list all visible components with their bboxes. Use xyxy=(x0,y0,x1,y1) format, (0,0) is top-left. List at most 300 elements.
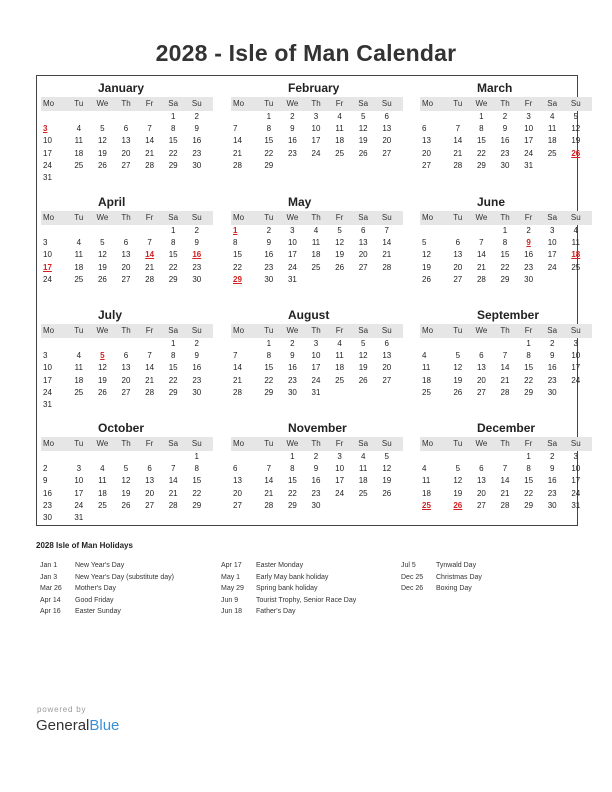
day-cell: 26 xyxy=(97,274,107,284)
day-cell xyxy=(470,338,494,350)
day-cell: 9 xyxy=(290,351,295,361)
week-row xyxy=(41,274,213,286)
day-cell: 21 xyxy=(453,148,463,158)
brand-logo[interactable] xyxy=(36,717,119,734)
day-cell: 6 xyxy=(147,464,152,474)
day-cell: 7 xyxy=(147,124,152,134)
holiday-row xyxy=(221,606,391,618)
day-cell: 14 xyxy=(145,363,155,373)
week-row xyxy=(231,225,403,237)
day-cell: 9 xyxy=(290,124,295,134)
day-cell: 19 xyxy=(335,250,345,260)
week-row xyxy=(420,362,592,374)
day-cell xyxy=(138,399,162,411)
day-cell: 5 xyxy=(422,238,427,248)
day-cell: 2 xyxy=(194,226,199,235)
day-cell xyxy=(446,225,470,237)
day-cell: 21 xyxy=(233,375,242,385)
weekday-label: Tu xyxy=(74,99,84,108)
day-cell xyxy=(91,172,115,184)
week-row xyxy=(420,500,592,512)
day-cell: 2 xyxy=(290,339,295,348)
day-cell xyxy=(67,172,91,184)
month-name: February xyxy=(288,81,340,95)
day-cell: 26 xyxy=(422,274,431,284)
day-cell: 27 xyxy=(145,500,155,510)
day-cell: 14 xyxy=(145,136,155,146)
day-cell: 9 xyxy=(194,238,199,248)
day-cell: 5 xyxy=(337,226,342,235)
month-name: July xyxy=(98,308,123,322)
day-cell: 16 xyxy=(287,363,297,373)
holiday-day: 14 xyxy=(145,250,155,260)
day-cell: 18 xyxy=(335,136,345,146)
day-cell: 27 xyxy=(382,375,392,385)
day-cell: 17 xyxy=(571,363,581,373)
weekday-label: We xyxy=(96,326,109,335)
weekday-label: Tu xyxy=(453,326,463,335)
weekday-header xyxy=(231,437,403,451)
day-cell xyxy=(67,338,91,350)
holiday-date: May 29 xyxy=(221,585,244,592)
day-cell: 15 xyxy=(192,476,202,486)
day-cell: 24 xyxy=(311,375,321,385)
weekday-label: We xyxy=(286,213,299,222)
day-cell: 3 xyxy=(526,112,531,121)
week-row xyxy=(420,123,592,135)
day-cell xyxy=(446,111,470,123)
day-cell: 31 xyxy=(74,512,84,522)
day-cell: 10 xyxy=(287,238,297,248)
day-cell: 15 xyxy=(264,363,274,373)
week-row xyxy=(231,160,403,172)
day-cell xyxy=(91,512,115,524)
day-cell: 1 xyxy=(290,452,295,461)
holiday-name: New Year's Day xyxy=(75,562,125,569)
weekday-label: Mo xyxy=(43,99,55,108)
day-cell: 21 xyxy=(145,262,155,272)
month-block xyxy=(231,420,403,512)
day-cell: 23 xyxy=(500,148,510,158)
day-cell: 28 xyxy=(476,274,486,284)
holiday-day: 1 xyxy=(233,226,238,235)
day-cell: 30 xyxy=(287,387,297,397)
day-cell: 7 xyxy=(147,238,152,248)
day-cell xyxy=(328,274,352,286)
holiday-row xyxy=(40,572,210,584)
weekday-label: Th xyxy=(311,213,321,222)
day-cell xyxy=(185,172,209,184)
day-cell: 3 xyxy=(76,464,82,474)
day-cell xyxy=(420,338,446,350)
weekday-label: Th xyxy=(121,326,131,335)
week-row xyxy=(41,475,213,487)
weekday-label: Fr xyxy=(145,439,154,448)
day-cell: 20 xyxy=(382,136,392,146)
day-cell: 24 xyxy=(43,274,52,284)
day-cell: 10 xyxy=(571,351,581,361)
month-block xyxy=(231,80,403,172)
day-cell: 19 xyxy=(358,136,368,146)
day-cell xyxy=(281,160,305,172)
weekday-label: Mo xyxy=(233,213,245,222)
month-name: January xyxy=(98,81,145,95)
day-cell: 23 xyxy=(192,148,202,158)
day-cell: 8 xyxy=(290,464,295,474)
day-cell: 20 xyxy=(382,363,392,373)
day-cell: 22 xyxy=(264,148,274,158)
week-row xyxy=(231,148,403,160)
day-cell: 4 xyxy=(337,339,342,348)
day-cell: 17 xyxy=(524,136,534,146)
week-row xyxy=(41,399,213,411)
day-cell: 15 xyxy=(168,136,178,146)
day-cell: 20 xyxy=(121,148,131,158)
day-cell: 17 xyxy=(287,250,297,260)
weekday-label: Fr xyxy=(335,99,344,108)
holiday-date: Apr 14 xyxy=(40,596,61,604)
weekday-header xyxy=(420,97,592,111)
month-block xyxy=(231,194,403,286)
day-cell: 25 xyxy=(335,148,345,158)
month-name: October xyxy=(98,421,145,435)
day-cell: 2 xyxy=(313,452,319,461)
day-cell xyxy=(185,399,209,411)
weekday-header xyxy=(41,324,213,338)
day-cell: 14 xyxy=(168,476,178,486)
holiday-row xyxy=(40,583,210,595)
week-row xyxy=(41,488,213,500)
day-cell: 15 xyxy=(233,250,242,260)
calendar-grid xyxy=(36,75,581,526)
day-cell: 12 xyxy=(121,476,131,486)
day-cell: 28 xyxy=(233,160,242,170)
holiday-row xyxy=(401,583,571,595)
day-cell: 28 xyxy=(264,500,274,510)
day-cell: 4 xyxy=(360,452,366,461)
day-cell: 19 xyxy=(358,363,368,373)
day-cell: 21 xyxy=(168,488,178,498)
day-cell: 14 xyxy=(233,363,242,373)
weekday-header xyxy=(231,211,403,225)
day-cell xyxy=(41,225,67,237)
day-cell: 25 xyxy=(74,160,84,170)
day-cell: 13 xyxy=(121,363,131,373)
day-cell: 28 xyxy=(453,160,463,170)
day-cell: 26 xyxy=(358,375,368,385)
day-cell: 3 xyxy=(313,339,319,348)
day-cell xyxy=(493,338,517,350)
week-row xyxy=(231,500,403,512)
week-row xyxy=(41,463,213,475)
day-cell: 30 xyxy=(547,387,557,397)
holiday-row xyxy=(221,595,391,607)
day-cell: 29 xyxy=(500,274,510,284)
day-cell: 25 xyxy=(335,375,345,385)
weekday-label: Tu xyxy=(74,213,84,222)
day-cell: 22 xyxy=(524,375,534,385)
day-cell: 11 xyxy=(335,124,344,134)
day-cell: 4 xyxy=(337,112,342,121)
day-cell: 11 xyxy=(74,136,83,146)
week-row xyxy=(231,123,403,135)
weekday-label: Tu xyxy=(453,99,463,108)
weekday-label: Su xyxy=(570,439,581,448)
day-cell: 5 xyxy=(100,238,105,248)
powered-by-label: powered by xyxy=(37,705,87,714)
brand-part-general: General xyxy=(36,717,90,734)
holidays-title: 2028 Isle of Man Holidays xyxy=(36,541,133,550)
day-cell: 14 xyxy=(500,363,510,373)
weekday-label: Sa xyxy=(358,99,369,108)
day-cell: 20 xyxy=(453,262,463,272)
day-cell: 10 xyxy=(74,476,84,486)
day-cell: 6 xyxy=(422,124,427,134)
day-cell: 13 xyxy=(382,124,392,134)
weekday-label: Mo xyxy=(43,326,55,335)
week-row xyxy=(231,338,403,350)
holiday-date: Jun 18 xyxy=(221,608,243,615)
holiday-name: Christmas Day xyxy=(436,573,482,581)
month-name: June xyxy=(477,195,506,209)
day-cell: 10 xyxy=(43,250,52,260)
week-row xyxy=(41,225,213,237)
day-cell: 22 xyxy=(287,488,297,498)
month-block xyxy=(420,194,592,286)
brand-part-blue: Blue xyxy=(89,717,120,734)
day-cell: 11 xyxy=(359,464,368,474)
day-cell: 4 xyxy=(76,238,82,248)
day-cell: 10 xyxy=(311,351,321,361)
weekday-label: Fr xyxy=(335,439,344,448)
day-cell: 16 xyxy=(500,136,510,146)
day-cell: 19 xyxy=(422,262,431,272)
day-cell: 16 xyxy=(192,363,202,373)
day-cell: 13 xyxy=(233,476,242,486)
day-cell: 4 xyxy=(76,351,82,361)
weekday-label: Th xyxy=(311,439,321,448)
day-cell: 8 xyxy=(526,351,531,361)
day-cell: 29 xyxy=(524,500,534,510)
day-cell: 27 xyxy=(476,500,486,510)
day-cell: 9 xyxy=(43,476,48,486)
day-cell: 22 xyxy=(233,262,242,272)
week-row xyxy=(420,274,592,286)
day-cell: 15 xyxy=(500,250,510,260)
day-cell: 14 xyxy=(453,136,463,146)
day-cell xyxy=(420,451,446,463)
day-cell: 6 xyxy=(384,112,389,121)
day-cell: 9 xyxy=(549,351,555,361)
weekday-label: Mo xyxy=(422,326,434,335)
day-cell: 7 xyxy=(147,351,152,361)
day-cell: 20 xyxy=(121,262,131,272)
day-cell xyxy=(493,451,517,463)
day-cell: 15 xyxy=(524,476,534,486)
weekday-label: Th xyxy=(121,99,131,108)
day-cell xyxy=(114,172,138,184)
day-cell: 4 xyxy=(100,464,105,474)
holiday-row xyxy=(401,560,571,572)
week-row xyxy=(41,387,213,399)
month-block xyxy=(420,307,592,399)
weekday-label: Sa xyxy=(168,326,179,335)
day-cell: 15 xyxy=(287,476,297,486)
week-row xyxy=(420,237,592,249)
holiday-name: Easter Sunday xyxy=(75,608,121,615)
week-row xyxy=(41,135,213,147)
weekday-label: We xyxy=(96,99,109,108)
day-cell: 21 xyxy=(233,148,242,158)
day-cell xyxy=(138,225,162,237)
day-cell: 4 xyxy=(549,112,555,121)
weekday-label: Th xyxy=(500,439,510,448)
day-cell: 21 xyxy=(476,262,486,272)
weekday-label: Tu xyxy=(264,439,274,448)
holiday-day: 25 xyxy=(422,500,431,510)
day-cell: 15 xyxy=(524,363,534,373)
day-cell: 20 xyxy=(422,148,431,158)
weekday-label: Fr xyxy=(524,326,533,335)
day-cell: 17 xyxy=(571,476,581,486)
day-cell: 7 xyxy=(479,238,484,248)
day-cell xyxy=(41,451,67,463)
day-cell xyxy=(351,274,375,286)
holiday-row xyxy=(401,572,571,584)
day-cell: 27 xyxy=(121,387,131,397)
day-cell xyxy=(161,512,185,524)
week-row xyxy=(231,350,403,362)
holiday-date: Apr 16 xyxy=(40,608,61,615)
holiday-date: May 1 xyxy=(221,573,241,581)
weekday-label: Su xyxy=(381,439,392,448)
week-row xyxy=(41,500,213,512)
month-block xyxy=(41,80,213,184)
day-cell: 1 xyxy=(266,112,272,121)
day-cell: 25 xyxy=(311,262,321,272)
day-cell: 3 xyxy=(290,226,295,235)
day-cell: 18 xyxy=(311,250,321,260)
day-cell: 19 xyxy=(121,488,131,498)
week-row xyxy=(420,148,592,160)
week-row xyxy=(420,387,592,399)
day-cell xyxy=(138,111,162,123)
weekday-label: Th xyxy=(311,99,321,108)
day-cell: 9 xyxy=(266,238,272,248)
day-cell: 5 xyxy=(360,112,366,121)
month-name: September xyxy=(477,308,540,322)
day-cell: 17 xyxy=(335,476,345,486)
day-cell: 2 xyxy=(290,112,295,121)
weekday-label: Tu xyxy=(264,99,274,108)
week-row xyxy=(420,488,592,500)
week-row xyxy=(41,512,213,524)
day-cell: 18 xyxy=(422,375,431,385)
weekday-header xyxy=(420,211,592,225)
day-cell: 11 xyxy=(98,476,107,486)
day-cell: 18 xyxy=(358,476,368,486)
weekday-label: Sa xyxy=(168,99,179,108)
day-cell xyxy=(257,451,281,463)
day-cell: 20 xyxy=(358,250,368,260)
day-cell: 7 xyxy=(266,464,272,474)
weekday-label: Su xyxy=(191,99,202,108)
weekday-label: Th xyxy=(121,213,131,222)
day-cell xyxy=(446,451,470,463)
day-cell: 11 xyxy=(311,238,321,248)
day-cell: 14 xyxy=(382,238,392,248)
day-cell: 12 xyxy=(335,238,345,248)
day-cell xyxy=(375,274,399,286)
day-cell: 28 xyxy=(382,262,392,272)
week-row xyxy=(41,362,213,374)
day-cell: 26 xyxy=(121,500,131,510)
day-cell: 28 xyxy=(233,387,242,397)
weekday-label: Sa xyxy=(168,213,179,222)
day-cell: 10 xyxy=(335,464,345,474)
day-cell: 31 xyxy=(311,387,321,397)
day-cell: 26 xyxy=(335,262,345,272)
day-cell: 17 xyxy=(311,363,321,373)
day-cell: 21 xyxy=(145,148,155,158)
day-cell: 25 xyxy=(358,488,368,498)
day-cell xyxy=(231,451,257,463)
day-cell xyxy=(420,225,446,237)
week-row xyxy=(420,350,592,362)
day-cell xyxy=(114,399,138,411)
weekday-header xyxy=(41,97,213,111)
day-cell: 28 xyxy=(500,387,510,397)
holiday-name: Good Friday xyxy=(75,596,114,604)
week-row xyxy=(231,475,403,487)
holiday-date: Dec 26 xyxy=(401,585,424,592)
day-cell: 13 xyxy=(382,351,392,361)
day-cell: 22 xyxy=(524,488,534,498)
day-cell: 8 xyxy=(233,238,238,248)
weekday-label: Tu xyxy=(264,213,274,222)
day-cell: 25 xyxy=(571,262,581,272)
holiday-day: 17 xyxy=(43,262,52,272)
holiday-date: Jun 9 xyxy=(221,596,239,604)
month-block xyxy=(41,420,213,524)
day-cell: 27 xyxy=(453,274,463,284)
weekday-header xyxy=(231,324,403,338)
day-cell: 3 xyxy=(313,112,319,121)
day-cell: 10 xyxy=(571,464,581,474)
month-name: November xyxy=(288,421,347,435)
day-cell: 6 xyxy=(123,351,129,361)
weekday-label: Sa xyxy=(168,439,179,448)
day-cell: 5 xyxy=(100,124,105,134)
day-cell: 14 xyxy=(476,250,486,260)
weekday-header xyxy=(231,97,403,111)
day-cell: 18 xyxy=(97,488,107,498)
day-cell: 26 xyxy=(97,160,107,170)
day-cell: 23 xyxy=(287,375,297,385)
week-row xyxy=(231,249,403,261)
day-cell: 22 xyxy=(264,375,274,385)
day-cell: 8 xyxy=(266,351,272,361)
day-cell: 11 xyxy=(422,476,431,486)
day-cell: 22 xyxy=(168,375,178,385)
week-row xyxy=(41,123,213,135)
holiday-day: 26 xyxy=(453,500,463,510)
day-cell: 18 xyxy=(547,136,557,146)
day-cell xyxy=(446,338,470,350)
day-cell: 7 xyxy=(170,464,176,474)
day-cell: 19 xyxy=(382,476,392,486)
day-cell: 24 xyxy=(547,262,557,272)
